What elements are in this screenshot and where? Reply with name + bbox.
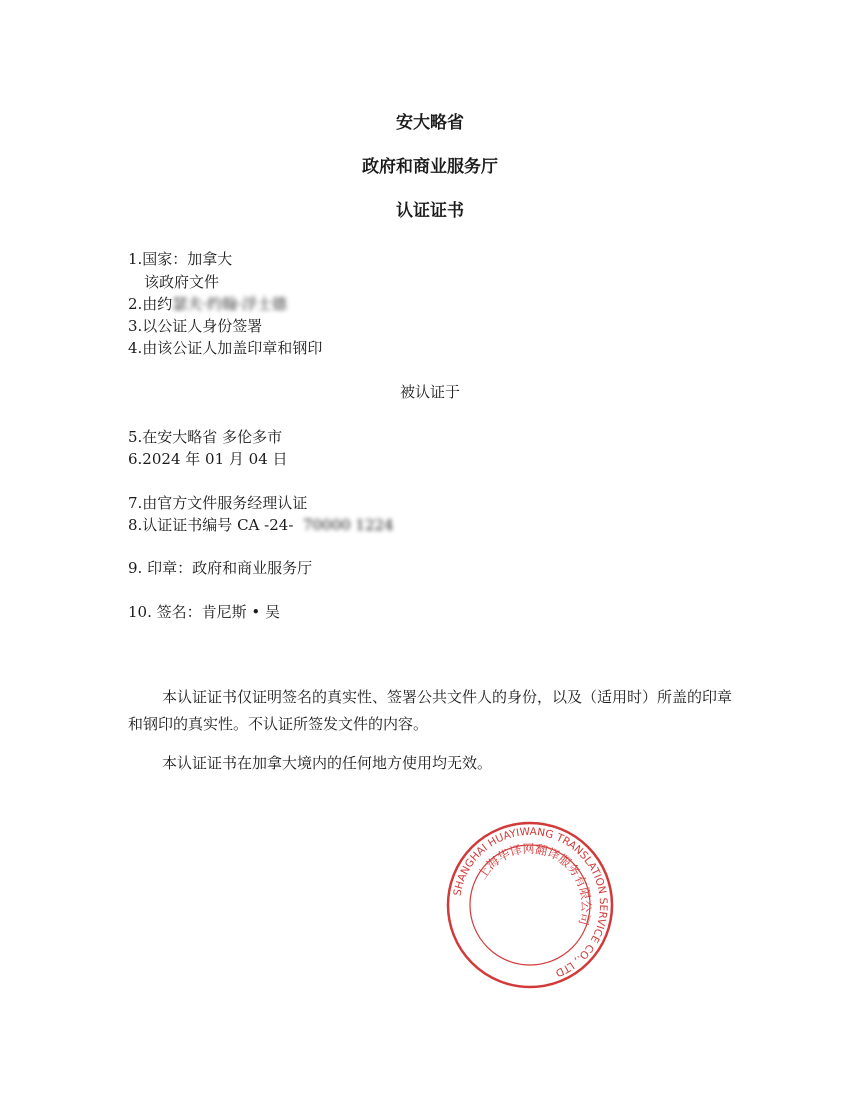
item-signed-by xyxy=(128,293,287,314)
item-stamp: 9. 印章：政府和商业服务厅 xyxy=(128,559,313,577)
ministry-title: 政府和商业服务厅 xyxy=(362,157,498,177)
item-signature: 10. 签名：肯尼斯 • 吴 xyxy=(128,603,281,621)
item-seal: 4.由该公证人加盖印章和钢印 xyxy=(128,339,323,357)
document-title: 认证证书 xyxy=(396,201,464,221)
province-title: 安大略省 xyxy=(396,113,464,133)
redacted-name: 瑟夫·约翰·浮士德 xyxy=(172,295,287,313)
item-document-type: 该政府文件 xyxy=(144,273,220,291)
certified-at-heading: 被认证于 xyxy=(399,383,460,401)
item-country: 1.国家：加拿大 xyxy=(128,250,233,268)
item-place: 5.在安大略省 多伦多市 xyxy=(128,428,283,446)
item-certificate-number xyxy=(128,514,394,535)
usage-paragraph: 本认证证书在加拿大境内的任何地方使用均无效。 xyxy=(162,754,493,772)
item-signed-by-label: 2.由约 xyxy=(128,295,173,313)
seal-outer-text: SHANGHAI HUAYIWANG TRANSLATION SERVICE CO., LTD xyxy=(451,825,610,979)
item-capacity: 3.以公证人身份签署 xyxy=(128,317,263,335)
seal-inner-text: 上海华译网翻译服务有限公司 xyxy=(475,841,594,927)
redacted-number: 70000 1224 xyxy=(302,516,394,534)
item-date: 6.2024 年 01 月 04 日 xyxy=(128,450,288,468)
validity-paragraph: 本认证证书仅证明签名的真实性、签署公共文件人的身份，以及（适用时）所盖的印章和钢印的真实性。不认证所签发文件的内容。 xyxy=(128,688,733,733)
company-seal xyxy=(445,820,615,990)
item-certified-by: 7.由官方文件服务经理认证 xyxy=(128,494,308,512)
certificate-number-label: 8.认证证书编号 CA -24- xyxy=(128,516,294,534)
